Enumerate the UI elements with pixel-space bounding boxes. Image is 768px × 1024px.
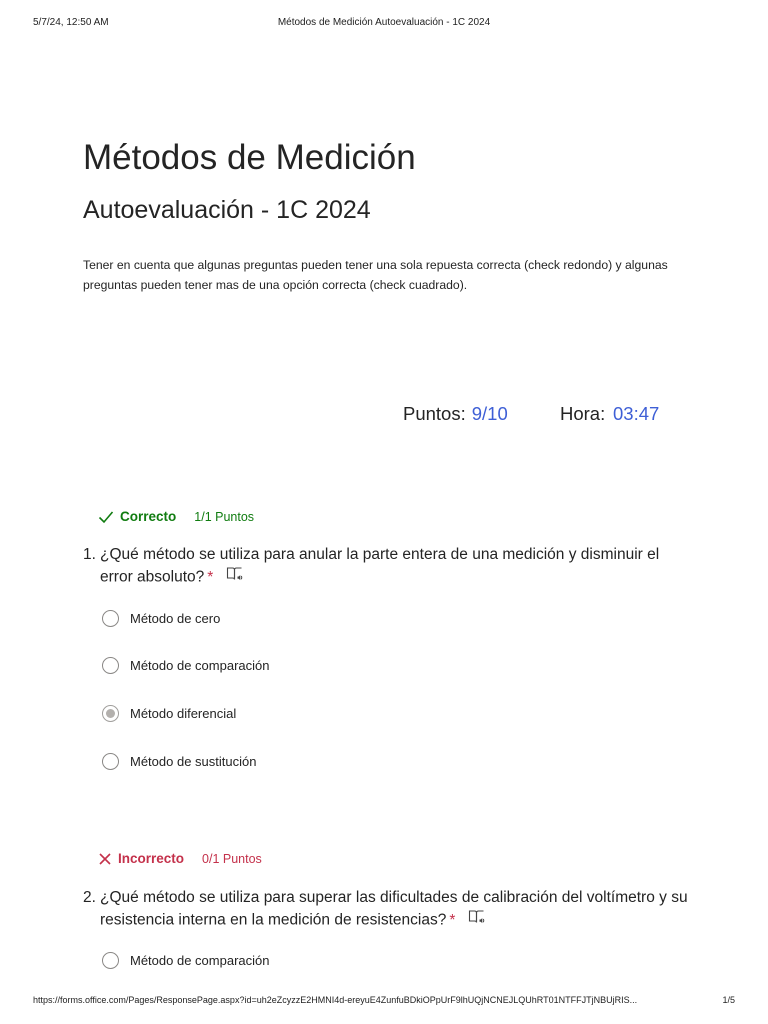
option-metodo-diferencial[interactable] xyxy=(102,703,236,723)
result-points: 0/1 Puntos xyxy=(202,851,262,866)
option-label: Método de cero xyxy=(130,610,221,626)
checkmark-icon xyxy=(98,510,114,524)
form-subtitle: Autoevaluación - 1C 2024 xyxy=(83,196,371,224)
question-text: ¿Qué método se utiliza para anular la parte entera de una medición y disminuir el error absoluto? xyxy=(100,546,660,586)
immersive-reader-icon[interactable] xyxy=(226,566,244,589)
close-icon xyxy=(98,852,112,866)
print-date: 5/7/24, 12:50 AM xyxy=(33,17,109,28)
form-title: Métodos de Medición xyxy=(83,138,416,177)
required-mark: * xyxy=(449,911,456,929)
option-metodo-de-comparacion[interactable] xyxy=(102,950,269,970)
question-2 xyxy=(83,887,693,932)
form-description: Tener en cuenta que algunas preguntas pueden tener una sola repuesta correcta (check redondo) y algunas preguntas pueden tener mas de una opción correcta (check cuadrado). xyxy=(83,258,668,292)
result-correct xyxy=(98,509,254,524)
result-points: 1/1 Puntos xyxy=(194,509,255,524)
print-header xyxy=(33,17,735,33)
radio-button[interactable] xyxy=(102,753,119,770)
points-value: 9/10 xyxy=(471,403,508,424)
radio-button[interactable] xyxy=(102,657,119,674)
time-value: 03:47 xyxy=(613,403,660,424)
option-label: Método diferencial xyxy=(130,705,237,721)
question-number: 1. xyxy=(83,546,96,563)
result-incorrect xyxy=(98,851,262,866)
score-summary xyxy=(403,403,660,425)
required-mark: * xyxy=(207,568,214,586)
print-footer xyxy=(33,995,735,1009)
question-1 xyxy=(83,544,693,589)
option-label: Método de comparación xyxy=(130,952,270,968)
print-document-title: Métodos de Medición Autoevaluación - 1C 2024 xyxy=(277,17,491,28)
points-label: Puntos: xyxy=(403,403,466,424)
option-label: Método de comparación xyxy=(130,657,270,673)
option-metodo-de-sustitucion[interactable] xyxy=(102,751,256,771)
option-metodo-de-cero[interactable] xyxy=(102,608,220,628)
result-label: Incorrecto xyxy=(118,851,185,866)
print-url: https://forms.office.com/Pages/ResponsePage.aspx?id=uh2eZcyzzE2HMNI4d-ereyuE4ZunfuBDkiOPpUrF9lhUQjNCNEJLQUhRT01NTFFJTjNBUjRIS... xyxy=(33,995,638,1005)
question-number: 2. xyxy=(83,889,96,906)
immersive-reader-icon[interactable] xyxy=(468,909,486,932)
radio-button[interactable] xyxy=(102,952,119,969)
radio-button-selected[interactable] xyxy=(102,705,119,722)
question-text: ¿Qué método se utiliza para superar las dificultades de calibración del voltímetro y su resistencia interna en la medición de resistencias? xyxy=(100,889,688,929)
option-metodo-de-comparacion[interactable] xyxy=(102,655,269,675)
time-label: Hora: xyxy=(560,403,606,424)
page-number: 1/5 xyxy=(722,995,735,1005)
radio-button[interactable] xyxy=(102,610,119,627)
result-label: Correcto xyxy=(120,509,177,524)
option-label: Método de sustitución xyxy=(130,753,257,769)
